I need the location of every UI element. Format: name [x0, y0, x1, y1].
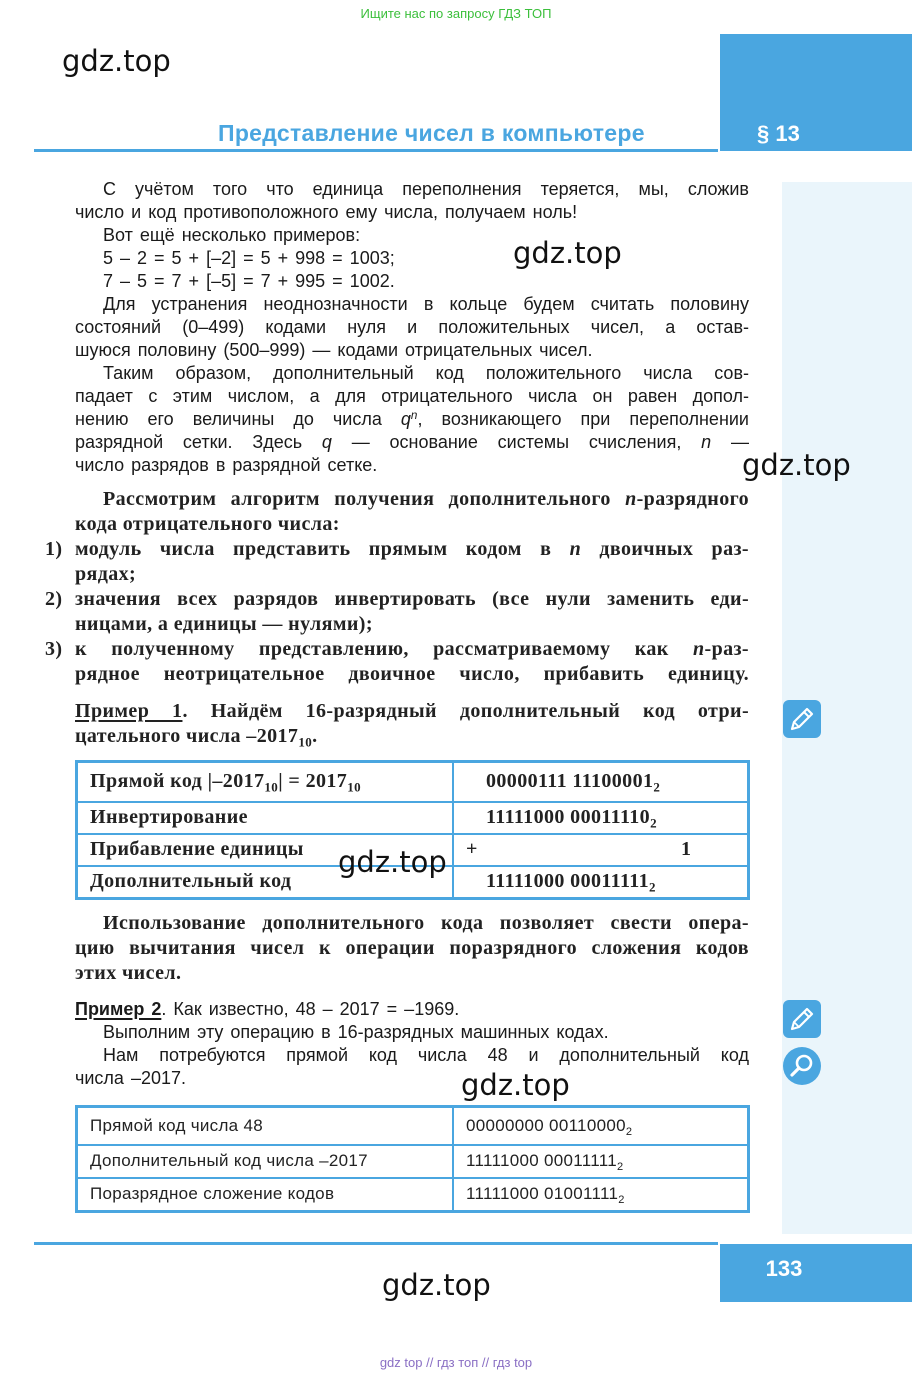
- table-row: [77, 1145, 749, 1178]
- text-line: цию вычитания чисел к операции поразрядного сложения кодов: [75, 937, 749, 959]
- example-line: 7 – 5 = 7 + [–5] = 7 + 995 = 1002.: [103, 271, 395, 291]
- text-line: число и код противоположного ему числа, получаем ноль!: [75, 202, 578, 222]
- text-line: Пример 2. Как известно, 48 – 2017 = –1969.: [75, 999, 460, 1019]
- text-line: Выполним эту операцию в 16-разрядных машинных кодах.: [103, 1022, 609, 1042]
- table-cell: Дополнительный код числа –2017: [77, 1145, 454, 1178]
- page-number: 133: [765, 1256, 803, 1281]
- top-banner: Ищите нас по запросу ГДЗ ТОП: [360, 6, 552, 21]
- table-cell: + 1: [453, 834, 749, 866]
- page-title: Представление чисел в компьютере: [218, 120, 645, 146]
- table-cell: 11111000 $00011111_2$: [453, 1145, 749, 1178]
- watermark: gdz.top: [513, 236, 622, 270]
- text-line: Пример 1. Найдём 16-разрядный дополнительный код отри-: [75, 700, 749, 722]
- header-tab: [720, 34, 912, 151]
- table-cell: 11111000 $00011111_2$: [453, 866, 749, 899]
- watermark: gdz.top: [338, 845, 447, 879]
- magnifier-icon[interactable]: [783, 1047, 821, 1085]
- list-item: 2) значения всех разрядов инвертировать (все нули заменить еди- ницами, а единицы — нулями);: [45, 588, 749, 635]
- watermark: gdz.top: [461, 1068, 570, 1102]
- text-line: кода отрицательного числа:: [75, 513, 340, 535]
- text-line: Нам потребуются прямой код числа 48 и дополнительный код: [103, 1045, 749, 1065]
- text-line: Рассмотрим алгоритм получения дополнительного n-разрядного: [103, 488, 749, 510]
- example-label: Пример 1: [75, 700, 183, 722]
- text-line: Таким образом, дополнительный код положительного числа сов-: [103, 363, 749, 383]
- footer-rule: [34, 1242, 718, 1245]
- intro-text: [75, 178, 749, 477]
- watermark: gdz.top: [382, 1268, 491, 1302]
- watermark: gdz.top: [62, 44, 171, 78]
- pencil-icon[interactable]: [783, 1000, 821, 1038]
- text-line: Использование дополнительного кода позволяет свести опера-: [103, 912, 749, 934]
- table-cell: Прямой код числа 48: [77, 1107, 454, 1145]
- text-line: Вот ещё несколько примеров:: [103, 225, 361, 245]
- table-cell: 00000000 $00110000_2$: [453, 1107, 749, 1145]
- example2-table: [75, 1105, 750, 1213]
- example2-text: [75, 998, 749, 1090]
- table-cell: Инвертирование: [77, 802, 454, 834]
- list-item: 1) модуль числа представить прямым кодом в n двоичных раз- рядах;: [45, 538, 749, 585]
- table-cell: 11111000 $00011110_2$: [453, 802, 749, 834]
- list-item: 3) к полученному представлению, рассматриваемому как n-раз- рядное неотрицательное двоичное число, прибавить единицу.: [45, 638, 749, 685]
- bottom-banner: gdz top // гдз топ // гдз top: [379, 1355, 533, 1370]
- text-line: С учётом того что единица переполнения теряется, мы, сложив: [103, 179, 749, 199]
- table-cell: Прибавление единицы: [77, 834, 454, 866]
- text-line: цательного числа $-2017_{10}$.: [75, 725, 318, 750]
- text-line: числа –2017.: [75, 1068, 187, 1088]
- table-row: [77, 1107, 749, 1145]
- table-cell: 00000111 $11100001_2$: [453, 762, 749, 802]
- after-example1-text: [75, 911, 749, 986]
- text-line: шуюся половину (500–999) — кодами отрицательных чисел.: [75, 340, 593, 360]
- watermark: gdz.top: [742, 448, 851, 482]
- section-number: § 13: [757, 121, 800, 146]
- text-line: разрядной сетки. Здесь q — основание системы счисления, n —: [75, 432, 749, 452]
- table-row: [77, 1178, 749, 1212]
- table-cell: Прямой код $|-2017_{10}| = 2017_{10}$: [77, 762, 454, 802]
- table-cell: Поразрядное сложение кодов: [77, 1178, 454, 1212]
- text-line: этих чисел.: [75, 962, 182, 984]
- table-cell: 11111000 $01001111_2$: [453, 1178, 749, 1212]
- example-label: Пример 2: [75, 999, 162, 1019]
- table-row: [77, 762, 749, 802]
- table-cell: Дополнительный код: [77, 866, 454, 899]
- text-line: состояний (0–499) кодами нуля и положительных чисел, а остав-: [75, 317, 749, 337]
- example-line: 5 – 2 = 5 + [–2] = 5 + 998 = 1003;: [103, 248, 395, 268]
- text-line: число разрядов в разрядной сетке.: [75, 455, 378, 475]
- example1-text: [75, 699, 749, 749]
- table-row: [77, 802, 749, 834]
- header-rule: [34, 149, 718, 152]
- pencil-icon[interactable]: [783, 700, 821, 738]
- text-line: Для устранения неоднозначности в кольце будем считать половину: [103, 294, 749, 314]
- algorithm-text: [45, 487, 749, 687]
- text-line: нению его величины до числа $q^n$, возникающего при переполнении: [75, 409, 749, 429]
- text-line: падает с этим числом, а для отрицательного числа он равен допол-: [75, 386, 749, 406]
